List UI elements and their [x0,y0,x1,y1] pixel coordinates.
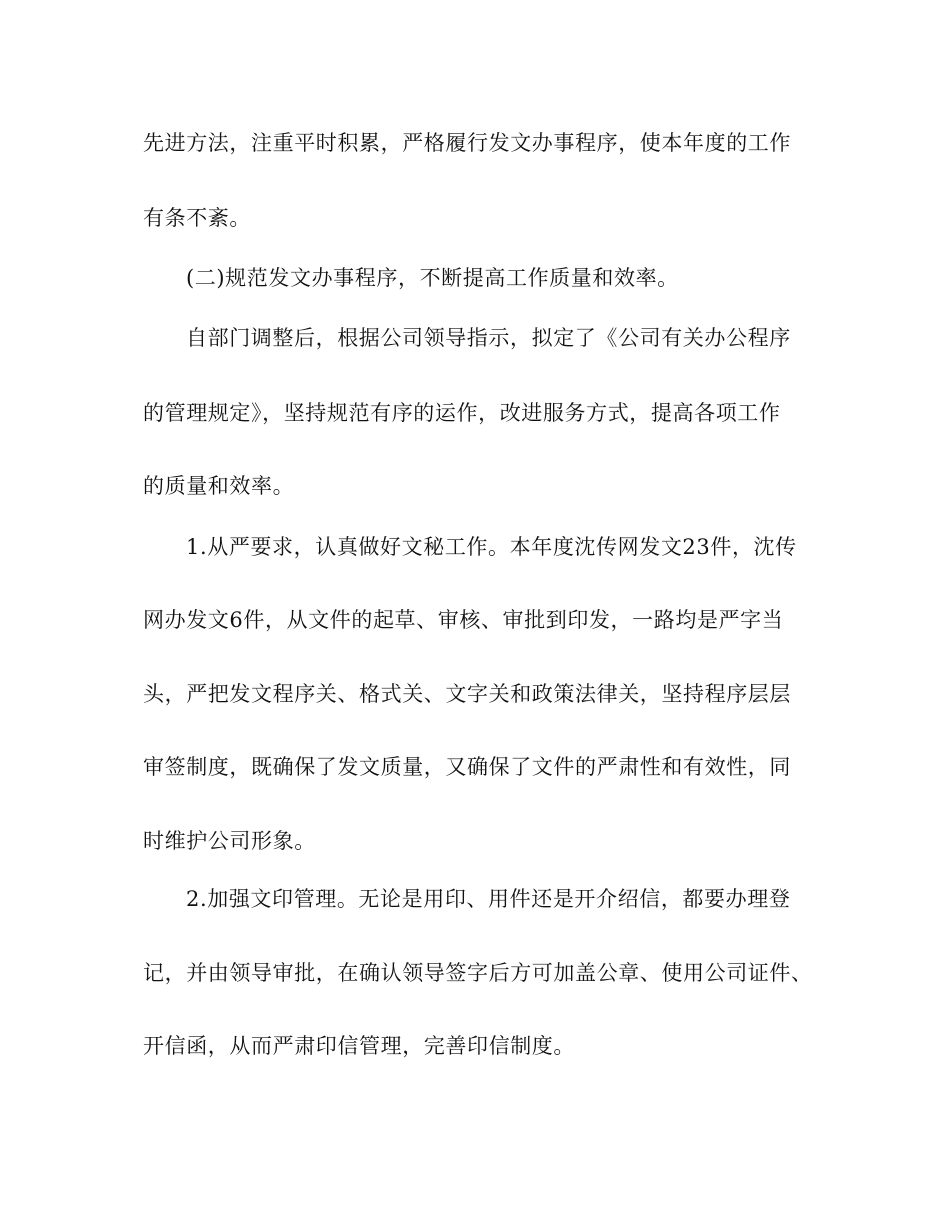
text-line: 有条不紊。 [143,206,251,230]
text-line: 的管理规定》，坚持规范有序的运作，改进服务方式，提高各项工作 [143,401,781,425]
text-line: 先进方法，注重平时积累，严格履行发文办事程序，使本年度的工作 [143,131,791,155]
text-line: 开信函，从而严肃印信管理，完善印信制度。 [143,1034,575,1058]
text-line: 审签制度，既确保了发文质量，又确保了文件的严肃性和有效性，同 [143,755,791,779]
section-heading: (二)规范发文办事程序，不断提高工作质量和效率。 [186,266,679,290]
list-item-2: 2.加强文印管理。无论是用印、用件还是开介绍信，都要办理登 [186,887,791,911]
text-line: 网办发文6件，从文件的起草、审核、审批到印发，一路均是严字当 [143,608,784,632]
text-line: 的质量和效率。 [143,474,295,498]
text-line: 头，严把发文程序关、格式关、文字关和政策法律关，坚持程序层层 [143,682,791,706]
text-line: 自部门调整后，根据公司领导指示，拟定了《公司有关办公程序 [186,326,791,350]
list-item-1: 1.从严要求，认真做好文秘工作。本年度沈传网发文23件，沈传 [186,535,797,559]
text-line: 时维护公司形象。 [143,829,316,853]
text-line: 记，并由领导审批，在确认领导签字后方可加盖公章、使用公司证件、 [143,961,813,985]
